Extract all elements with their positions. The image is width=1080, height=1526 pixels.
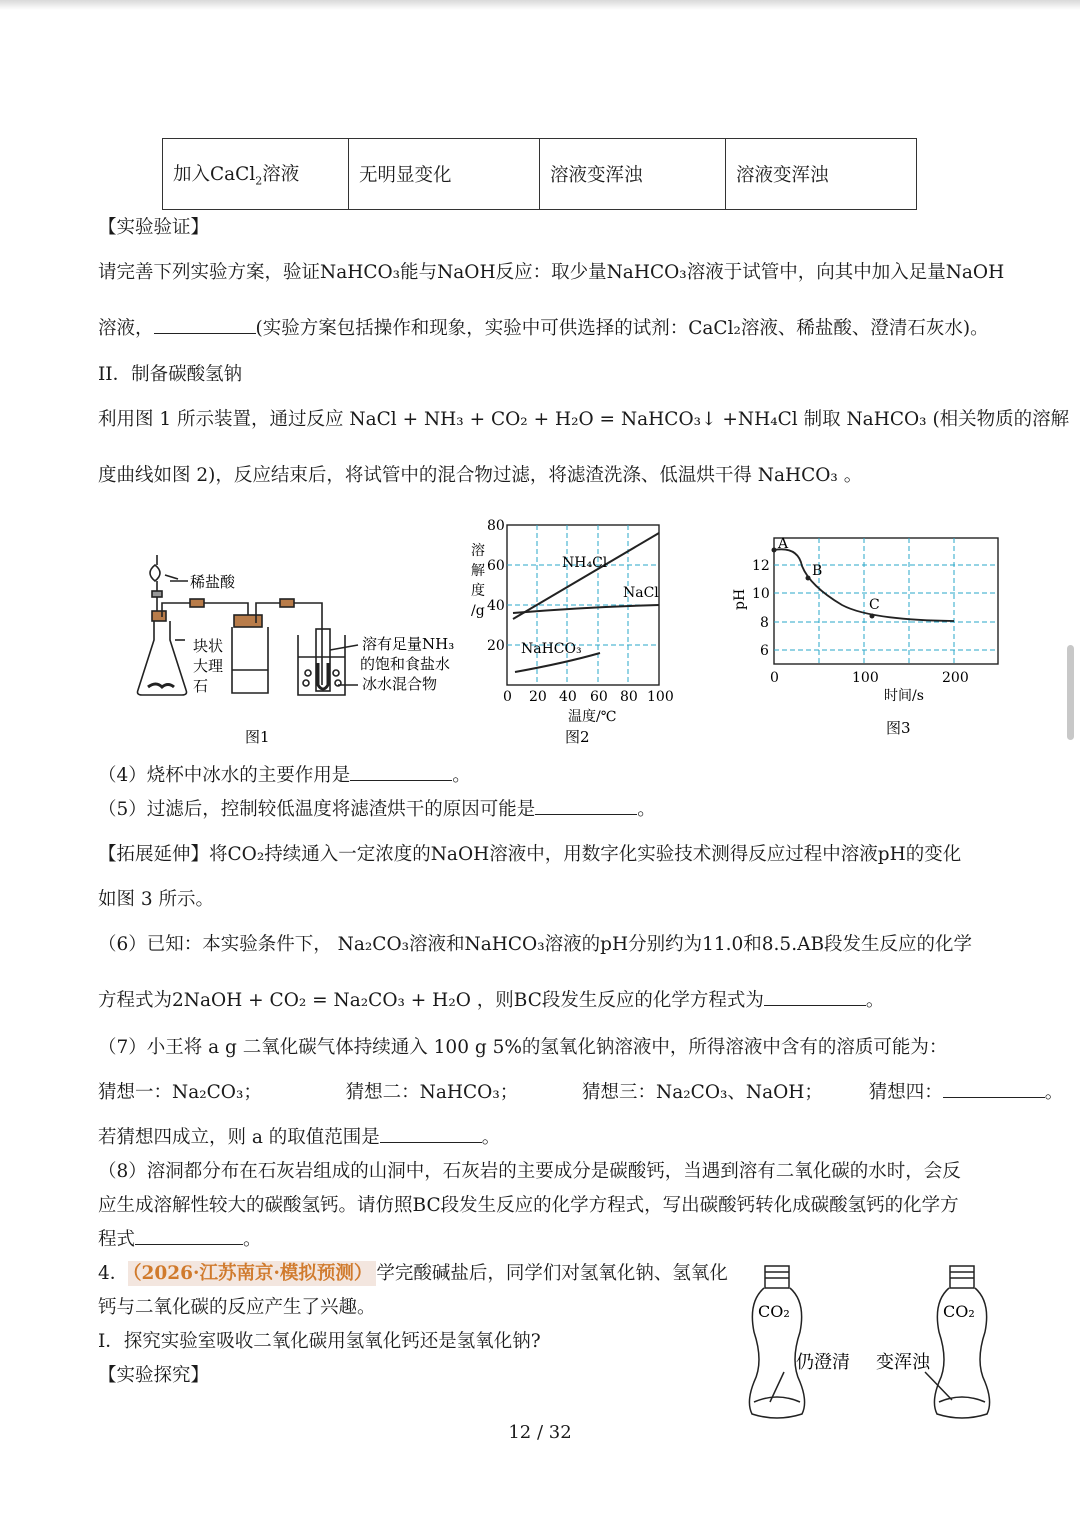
fig1-caption: 图1 [245, 728, 270, 746]
label-nacl: NaCl [623, 585, 659, 601]
y-tick: 12 [752, 558, 770, 574]
y-tick: 60 [487, 558, 505, 574]
y-label: /g [471, 603, 485, 619]
answer-blank[interactable] [380, 1126, 482, 1143]
guess-2: 猜想二：NaHCO₃； [345, 1082, 519, 1103]
point-c: C [869, 597, 880, 613]
label-nahco3: NaHCO₃ [521, 641, 582, 657]
point-b: B [812, 563, 823, 579]
guess-line: 猜想一：Na₂CO₃； 猜想二：NaHCO₃； 猜想三：Na₂CO₃、NaOH； 猜想四： 。 [98, 1082, 1064, 1103]
source-tag: （2026·江苏南京·模拟预测） [128, 1261, 376, 1286]
y-label: 溶 [471, 543, 485, 559]
x-tick: 60 [590, 689, 608, 705]
fig1-marble-label: 大理 [193, 657, 224, 675]
y-label: pH [732, 588, 748, 610]
y-tick: 40 [487, 598, 505, 614]
section-heading: 【实验探究】 [98, 1365, 210, 1386]
text-line: 溶液， (实验方案包括操作和现象，实验中可供选择的试剂：CaCl₂溶液、稀盐酸、澄清石灰水)。 [98, 318, 989, 339]
text-line: 程式 。 [98, 1229, 262, 1250]
text-line: 钙与二氧化碳的反应产生了兴趣。 [98, 1297, 376, 1318]
text-line: I．探究实验室吸收二氧化碳用氢氧化钙还是氢氧化钠? [98, 1331, 541, 1352]
x-tick: 100 [647, 689, 674, 705]
fig2-caption: 图2 [565, 728, 590, 746]
y-tick: 20 [487, 638, 505, 654]
answer-blank[interactable] [350, 764, 452, 781]
question-7: （7）小王将 a g 二氧化碳气体持续通入 100 g 5%的氢氧化钠溶液中，所得溶液中含有的溶质可能为： [98, 1037, 948, 1058]
guess-4: 猜想四： [868, 1082, 943, 1103]
fig1-acid-label: 稀盐酸 [190, 573, 236, 591]
text-line: 若猜想四成立，则 a 的取值范围是 。 [98, 1127, 501, 1148]
x-tick: 0 [503, 689, 512, 705]
text-line: 应生成溶解性较大的碳酸氢钙。请仿照BC段发生反应的化学方程式，写出碳酸钙转化成碳酸氢钙的化学方 [98, 1195, 959, 1216]
table-cell: 加入CaCl$_2$溶液 [163, 139, 349, 210]
answer-blank[interactable] [535, 798, 637, 815]
page-number: 12 / 32 [508, 1422, 572, 1443]
y-tick: 80 [487, 518, 505, 534]
scrollbar-thumb[interactable] [1067, 645, 1074, 740]
fig1-marble-label: 石 [193, 677, 209, 695]
table-cell: 溶液变浑浊 [726, 139, 917, 210]
figure-2-solubility [465, 515, 680, 750]
question-6: （6）已知：本实验条件下， Na₂CO₃溶液和NaHCO₃溶液的pH分别约为11.0和8.5.AB段发生反应的化学 [98, 934, 973, 955]
answer-blank[interactable] [764, 989, 866, 1006]
x-label: 温度/℃ [568, 709, 617, 725]
table-cell: 溶液变浑浊 [540, 139, 726, 210]
y-tick: 6 [760, 643, 769, 659]
x-tick: 80 [620, 689, 638, 705]
y-tick: 8 [760, 615, 769, 631]
x-tick: 0 [770, 670, 779, 686]
answer-blank[interactable] [135, 1228, 243, 1245]
guess-1: 猜想一：Na₂CO₃； [98, 1082, 262, 1103]
y-tick: 10 [752, 586, 770, 602]
text-line: 方程式为2NaOH + CO₂ = Na₂CO₃ + H₂O ，则BC段发生反应的化学方程式为 。 [98, 990, 885, 1011]
figure-3-ph [730, 530, 1010, 745]
bottle-left-label: 仍澄清 [796, 1352, 850, 1373]
x-tick: 20 [529, 689, 547, 705]
text-line: 【拓展延伸】将CO₂持续通入一定浓度的NaOH溶液中，用数字化实验技术测得反应过程中溶液pH的变化 [98, 844, 962, 865]
answer-blank[interactable] [943, 1081, 1045, 1098]
answer-blank[interactable] [154, 317, 256, 334]
x-tick: 100 [852, 670, 879, 686]
bottle-right-label: 变浑浊 [876, 1352, 930, 1373]
section-heading: II．制备碳酸氢钠 [98, 364, 243, 385]
text-line: 度曲线如图 2)，反应结束后，将试管中的混合物过滤，将滤渣洗涤、低温烘干得 NaHCO₃ 。 [98, 465, 863, 486]
fig1-icewater-label: 冰水混合物 [362, 675, 438, 693]
text-line: 请完善下列实验方案，验证NaHCO₃能与NaOH反应：取少量NaHCO₃溶液于试管中，向其中加入足量NaOH [98, 262, 1005, 283]
result-table [162, 138, 917, 210]
label-nh4cl: NH₄Cl [562, 555, 608, 571]
problem-4-header: 4． （2026·江苏南京·模拟预测） 学完酸碱盐后，同学们对氢氧化钠、氢氧化 [98, 1263, 728, 1284]
fig3-caption: 图3 [886, 719, 911, 737]
table-row [163, 139, 917, 210]
y-label: 解 [471, 563, 485, 579]
question-8: （8）溶洞都分布在石灰岩组成的山洞中，石灰岩的主要成分是碳酸钙，当遇到溶有二氧化碳的水时，会反 [98, 1161, 961, 1182]
x-label: 时间/s [884, 688, 924, 704]
bottle-right-gas: CO₂ [943, 1302, 975, 1321]
section-heading: 【实验验证】 [98, 217, 210, 238]
x-tick: 200 [942, 670, 969, 686]
question-4: （4）烧杯中冰水的主要作用是 。 [98, 765, 471, 786]
guess-3: 猜想三：Na₂CO₃、NaOH； [582, 1082, 823, 1103]
y-label: 度 [471, 583, 485, 599]
fig1-solution-label: 的饱和食盐水 [360, 655, 451, 673]
top-shadow [0, 0, 1080, 10]
figure-1-apparatus [130, 545, 470, 750]
fig1-solution-label: 溶有足量NH₃ [362, 635, 455, 653]
fig1-marble-label: 块状 [193, 637, 224, 655]
question-5: （5）过滤后，控制较低温度将滤渣烘干的原因可能是 。 [98, 799, 656, 820]
x-tick: 40 [559, 689, 577, 705]
text-line: 如图 3 所示。 [98, 889, 215, 910]
point-a: A [778, 536, 789, 552]
text-line: 利用图 1 所示装置，通过反应 NaCl + NH₃ + CO₂ + H₂O = NaHCO₃↓ +NH₄Cl 制取 NaHCO₃ (相关物质的溶解 [98, 409, 1070, 430]
bottle-left-gas: CO₂ [758, 1302, 790, 1321]
table-cell: 无明显变化 [349, 139, 540, 210]
bottles-figure [740, 1262, 1000, 1424]
